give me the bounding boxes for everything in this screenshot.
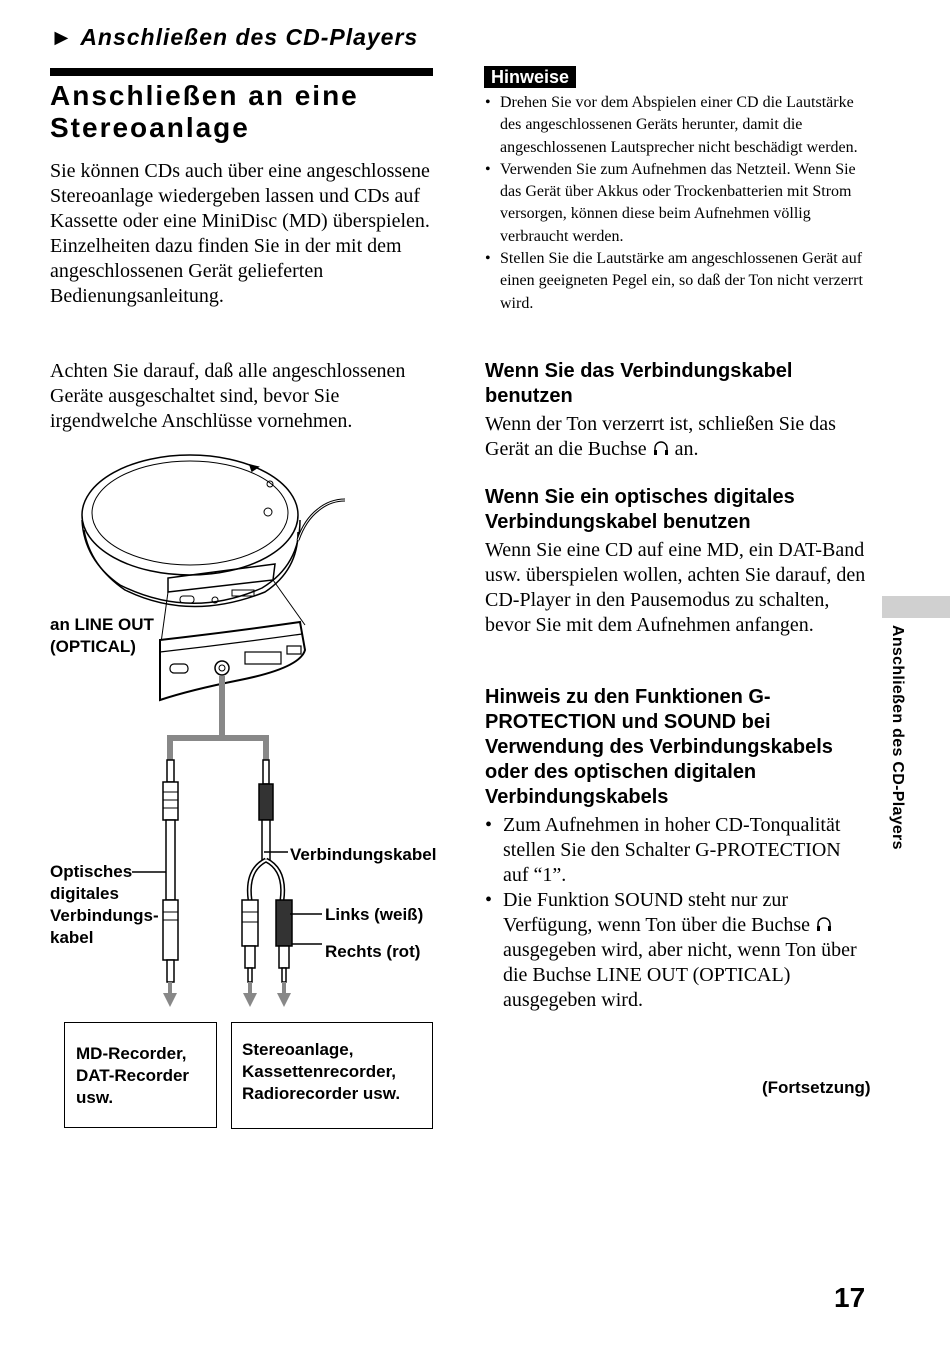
page-number: 17: [834, 1282, 866, 1313]
title-rule: [50, 68, 433, 76]
continuation-note: (Fortsetzung): [762, 1078, 871, 1097]
label-optical-line3: Verbindungs-: [50, 906, 159, 925]
side-tab-label: [884, 625, 906, 857]
label-optical-line2: digitales: [50, 884, 119, 903]
jack-panel-closeup: [160, 622, 305, 700]
side-tab-marker: [882, 596, 950, 618]
stereo-box-line2: Kassettenrecorder,: [242, 1062, 397, 1081]
side-tab-text: Anschließen des CD-Players: [889, 625, 906, 850]
gprotection-item-2: [485, 888, 865, 1013]
label-right-red: Rechts (rot): [325, 942, 421, 961]
headphone-icon: [815, 916, 833, 932]
heading-connection-cable: Wenn Sie das Verbindungskabel benutzen: [485, 360, 793, 407]
note-item: • Drehen Sie vor dem Abspielen einer CD die Lautstärke des angeschlossenen Geräts herunter, damit die angeschlossenen Lautsprecher nicht beschädigt werden.: [485, 92, 870, 159]
notes-list: [485, 92, 870, 315]
section-header-text: Anschließen des CD-Players: [80, 24, 419, 50]
headphone-icon: [652, 440, 670, 456]
section-header: [50, 24, 418, 51]
page-title: Anschließen an eine Stereoanlage: [50, 80, 359, 143]
stereo-box-line3: Radiorecorder usw.: [242, 1084, 401, 1103]
md-recorder-box: [64, 1022, 217, 1128]
heading-optical-cable: Wenn Sie ein optisches digitales Verbindungskabel benutzen: [485, 486, 795, 533]
label-line-out-line2: (OPTICAL): [50, 637, 136, 656]
cable-text-after: an.: [674, 438, 699, 460]
label-connection-cable: Verbindungskabel: [290, 845, 437, 864]
note-item: • Verwenden Sie zum Aufnehmen das Netzteil. Wenn Sie das Gerät über Akkus oder Trockenbatterien mit Strom versorgen, können diese beim Aufnehmen völlig verbraucht werden.: [485, 159, 870, 248]
gprotection-item2-after: ausgegeben wird, aber nicht, wenn Ton über die Buchse LINE OUT (OPTICAL) ausgegeben wird.: [503, 939, 857, 1011]
md-box-line3: usw.: [76, 1088, 114, 1107]
cable-text-before: Wenn der Ton verzerrt ist, schließen Sie das Gerät an die Buchse: [485, 413, 836, 460]
heading-gprotection: Hinweis zu den Funktionen G-PROTECTION und SOUND bei Verwendung des Verbindungskabels oder des optischen digitalen Verbindungskabels: [485, 686, 833, 808]
gprotection-item2-before: Die Funktion SOUND steht nur zur Verfügung, wenn Ton über die Buchse: [503, 889, 811, 936]
label-optical-line1: Optisches: [50, 862, 133, 881]
label-optical-line4: kabel: [50, 928, 94, 947]
paragraph-optical-cable: Wenn Sie eine CD auf eine MD, ein DAT-Band usw. überspielen wollen, achten Sie darauf, den CD-Player in den Pausemodus zu schalten, bevor Sie mit dem Aufnehmen anfangen.: [485, 539, 866, 636]
md-box-line2: DAT-Recorder: [76, 1066, 190, 1085]
intro-paragraph-1: Sie können CDs auch über eine angeschlossene Stereoanlage wiedergeben lassen und CDs auf Kassette oder eine MiniDisc (MD) überspielen. Einzelheiten dazu finden Sie in der mit dem angeschlossenen Gerät gelieferten Bedienungsanleitung.: [50, 160, 430, 307]
stereo-system-box: [231, 1022, 433, 1129]
note-item: • Stellen Sie die Lautstärke am angeschlossenen Gerät auf einen geeigneten Pegel ein, so daß der Ton nicht verzerrt wird.: [485, 248, 870, 315]
arrow-icon: ►: [50, 24, 74, 50]
label-line-out: [50, 614, 154, 658]
optical-cable-illustration: [163, 760, 178, 982]
label-optical-cable: [50, 861, 159, 949]
intro-paragraph-2: Achten Sie darauf, daß alle angeschlossenen Geräte ausgeschaltet sind, bevor Sie irgendwelche Anschlüsse vornehmen.: [50, 360, 406, 432]
label-left-white: Links (weiß): [325, 905, 424, 924]
stereo-cable-illustration: [242, 760, 292, 982]
gprotection-item-1: • Zum Aufnehmen in hoher CD-Tonqualität stellen Sie den Schalter G-PROTECTION auf “1”.: [485, 813, 865, 888]
down-arrows: [163, 982, 291, 1007]
paragraph-connection-cable: [485, 412, 865, 462]
label-line-out-line1: an LINE OUT: [50, 615, 154, 634]
notes-badge: Hinweise: [484, 66, 576, 88]
gprotection-list: [485, 813, 865, 1013]
stereo-box-line1: Stereoanlage,: [242, 1040, 354, 1059]
md-box-line1: MD-Recorder,: [76, 1044, 187, 1063]
